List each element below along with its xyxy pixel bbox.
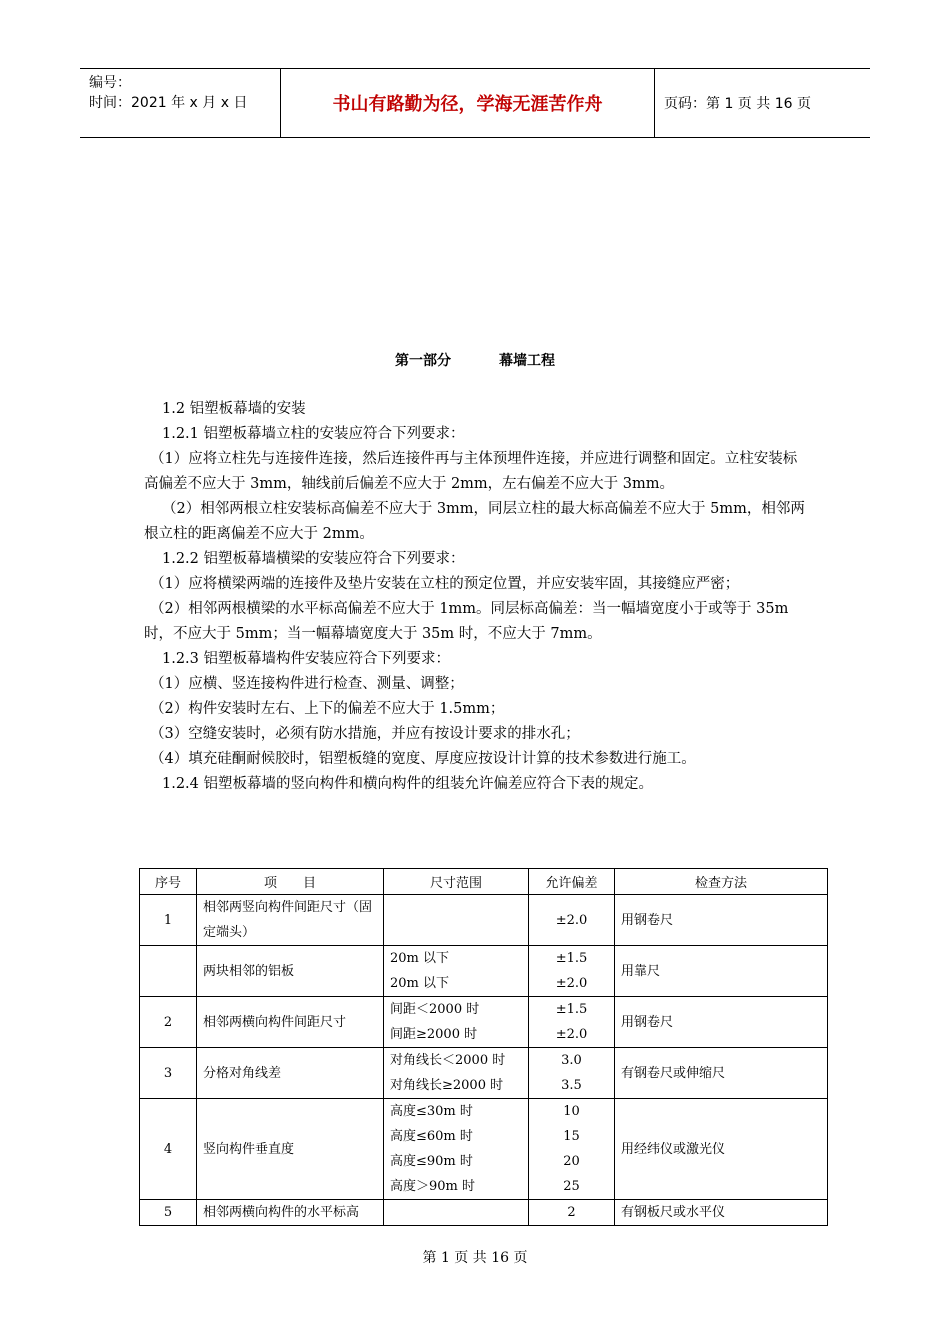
header-page-label: 页码：第 1 页 共 16 页	[664, 96, 811, 112]
allowed-deviation: 3.5	[561, 1078, 582, 1093]
size-range: 高度＞90m 时	[390, 1179, 476, 1194]
table-row	[140, 1099, 828, 1200]
row-method: 用钢卷尺	[615, 895, 828, 946]
paragraph: （4）填充硅酮耐候胶时，铝塑板缝的宽度、厚度应按设计计算的技术参数进行施工。	[150, 751, 696, 767]
size-range	[390, 908, 522, 933]
table-row	[140, 895, 828, 946]
paragraph: （2）相邻两根立柱安装标高偏差不应大于 3mm，同层立柱的最大标高偏差不应大于 5mm，相邻两根立柱的距离偏差不应大于 2mm。	[144, 501, 805, 542]
size-range: 20m 以下	[390, 976, 450, 991]
table-row	[140, 1048, 828, 1099]
size-range: 高度≤30m 时	[390, 1104, 473, 1119]
size-range: 对角线长＜2000 时	[390, 1053, 506, 1068]
header-motto: 书山有路勤为径，学海无涯苦作舟	[281, 69, 655, 137]
row-method: 有钢板尺或水平仪	[615, 1200, 828, 1226]
row-method: 用靠尺	[615, 946, 828, 997]
paragraph: 1.2 铝塑板幕墙的安装	[162, 401, 306, 417]
row-range-cell	[384, 997, 529, 1048]
paragraph: （1）应将横梁两端的连接件及垫片安装在立柱的预定位置，并应安装牢固，其接缝应严密；	[150, 576, 740, 592]
size-range	[390, 1200, 522, 1225]
paragraph: 1.2.2 铝塑板幕墙横梁的安装应符合下列要求：	[162, 551, 465, 567]
paragraph: 1.2.4 铝塑板幕墙的竖向构件和横向构件的组装允许偏差应符合下表的规定。	[162, 776, 654, 792]
row-number: 1	[140, 895, 197, 946]
allowed-deviation: 3.0	[561, 1053, 582, 1068]
row-range-cell	[384, 1099, 529, 1200]
table-header-row	[140, 869, 828, 895]
allowed-deviation: ±1.5	[555, 951, 588, 966]
paragraph: （3）空缝安装时，必须有防水措施，并应有按设计要求的排水孔；	[150, 726, 580, 742]
document-body	[144, 397, 810, 797]
row-number: 2	[140, 997, 197, 1048]
row-deviation-cell	[529, 1048, 615, 1099]
page-footer: 第 1 页 共 16 页	[422, 1250, 528, 1266]
column-header: 检查方法	[615, 869, 828, 895]
time-label: 时间：2021 年 x 月 x 日	[89, 95, 248, 111]
size-range: 间距≥2000 时	[390, 1027, 478, 1042]
row-range-cell	[384, 1048, 529, 1099]
allowed-deviation: 25	[563, 1179, 580, 1194]
section-name: 幕墙工程	[499, 353, 555, 369]
allowed-deviation: ±2.0	[555, 1027, 588, 1042]
size-range: 高度≤90m 时	[390, 1154, 473, 1169]
row-deviation-cell	[529, 895, 615, 946]
size-range: 高度≤60m 时	[390, 1129, 473, 1144]
column-header: 项 目	[197, 869, 384, 895]
row-method: 有钢卷尺或伸缩尺	[615, 1048, 828, 1099]
row-number	[140, 946, 197, 997]
table-row	[140, 1200, 828, 1226]
size-range: 对角线长≥2000 时	[390, 1078, 504, 1093]
row-item: 竖向构件垂直度	[197, 1099, 384, 1200]
row-item: 相邻两横向构件的水平标高	[197, 1200, 384, 1226]
allowed-deviation: 20	[563, 1154, 580, 1169]
table-row	[140, 946, 828, 997]
row-range-cell	[384, 946, 529, 997]
row-deviation-cell	[529, 946, 615, 997]
document-header	[80, 68, 870, 138]
section-title	[0, 350, 950, 370]
allowed-deviation: ±2.0	[555, 912, 588, 928]
column-header: 允许偏差	[529, 869, 615, 895]
header-meta	[80, 69, 281, 137]
row-number: 4	[140, 1099, 197, 1200]
row-item: 分格对角线差	[197, 1048, 384, 1099]
column-header: 尺寸范围	[384, 869, 529, 895]
row-deviation-cell	[529, 997, 615, 1048]
paragraph: （2）相邻两根横梁的水平标高偏差不应大于 1mm。同层标高偏差：当一幅墙宽度小于或等于 35m 时，不应大于 5mm；当一幅幕墙宽度大于 35m 时，不应大于 7mm。	[144, 601, 789, 642]
table-row	[140, 997, 828, 1048]
tolerance-table	[139, 868, 828, 1226]
size-range: 20m 以下	[390, 951, 450, 966]
row-deviation-cell	[529, 1099, 615, 1200]
row-deviation-cell	[529, 1200, 615, 1226]
paragraph: （2）构件安装时左右、上下的偏差不应大于 1.5mm；	[150, 701, 505, 717]
size-range: 间距＜2000 时	[390, 1002, 480, 1017]
column-header: 序号	[140, 869, 197, 895]
row-range-cell	[384, 895, 529, 946]
allowed-deviation: 2	[567, 1205, 576, 1220]
row-number: 3	[140, 1048, 197, 1099]
section-part: 第一部分	[395, 353, 451, 369]
row-method: 用经纬仪或激光仪	[615, 1099, 828, 1200]
row-item: 相邻两横向构件间距尺寸	[197, 997, 384, 1048]
row-number: 5	[140, 1200, 197, 1226]
paragraph: 1.2.1 铝塑板幕墙立柱的安装应符合下列要求：	[162, 426, 465, 442]
number-label: 编号：	[89, 75, 131, 91]
paragraph: （1）应将立柱先与连接件连接，然后连接件再与主体预埋件连接，并应进行调整和固定。立柱安装标高偏差不应大于 3mm，轴线前后偏差不应大于 2mm，左右偏差不应大于 3mm。	[144, 451, 798, 492]
paragraph: （1）应横、竖连接构件进行检查、测量、调整；	[150, 676, 464, 692]
row-item: 两块相邻的铝板	[197, 946, 384, 997]
allowed-deviation: 10	[563, 1104, 580, 1119]
row-method: 用钢卷尺	[615, 997, 828, 1048]
paragraph: 1.2.3 铝塑板幕墙构件安装应符合下列要求：	[162, 651, 451, 667]
allowed-deviation: ±2.0	[555, 976, 588, 991]
row-range-cell	[384, 1200, 529, 1226]
allowed-deviation: 15	[563, 1129, 580, 1144]
row-item: 相邻两竖向构件间距尺寸（固定端头）	[197, 895, 384, 946]
allowed-deviation: ±1.5	[555, 1002, 588, 1017]
